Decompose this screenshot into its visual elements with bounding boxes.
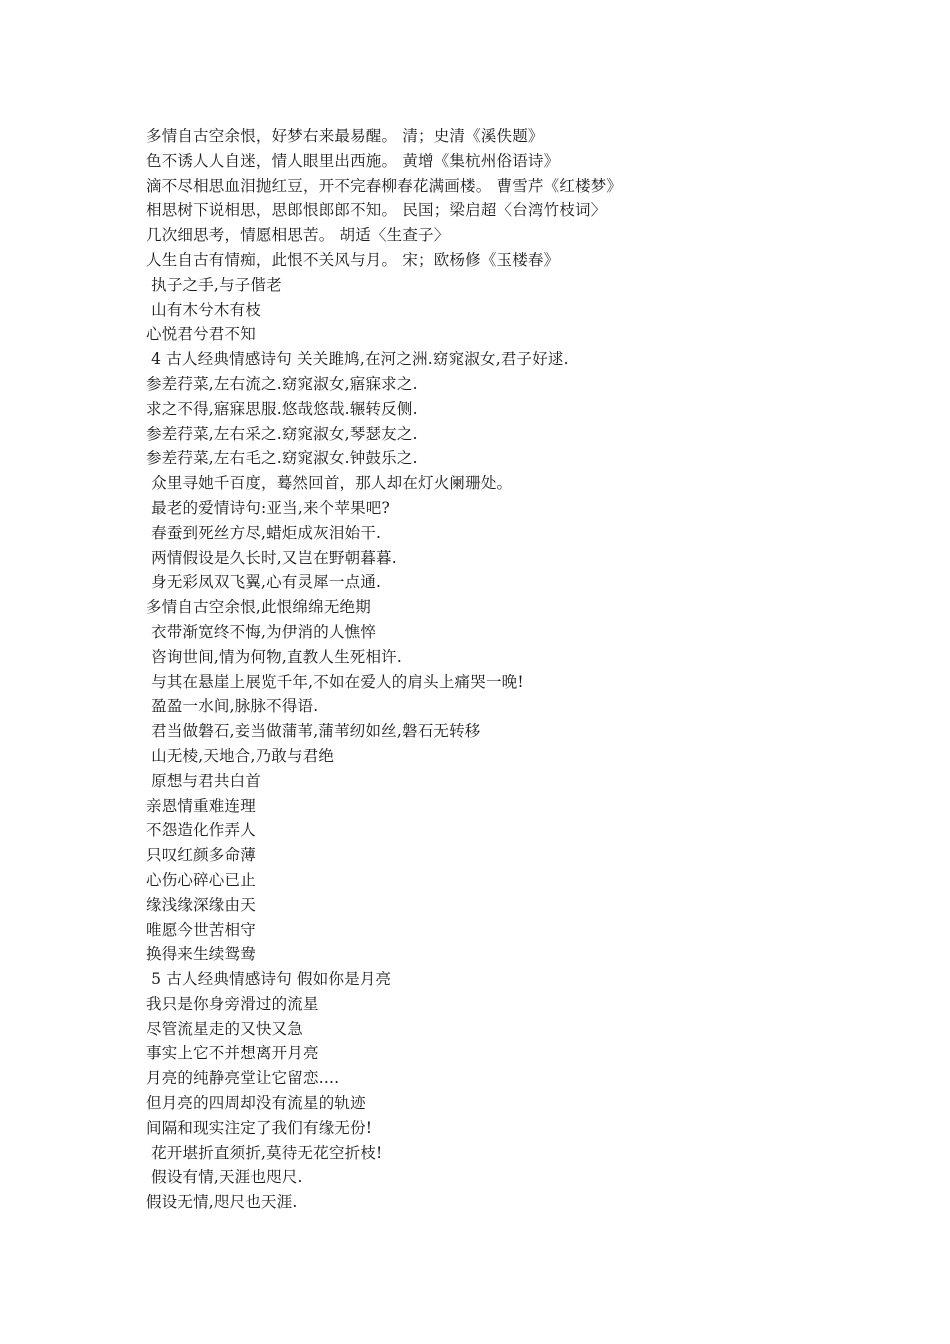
text-line: 多情自古空余恨,此恨绵绵无绝期 [146, 598, 371, 617]
text-line: 盈盈一水间,脉脉不得语. [146, 697, 319, 716]
text-line: 换得来生续鸳鸯 [146, 945, 256, 964]
text-line: 参差荇菜,左右采之.窈窕淑女,琴瑟友之. [146, 424, 418, 443]
text-line: 不怨造化作弄人 [146, 821, 256, 840]
text-line: 君当做磐石,妾当做蒲苇,蒲苇纫如丝,磐石无转移 [146, 722, 481, 741]
text-line: 色不诱人人自迷，情人眼里出西施。 黄增《集杭州俗语诗》 [146, 151, 560, 170]
text-line: 缘浅缘深缘由天 [146, 895, 256, 914]
text-line: 最老的爱情诗句:亚当,来个苹果吧? [146, 498, 390, 517]
text-line: 我只是你身旁滑过的流星 [146, 994, 319, 1013]
text-line: 假设有情,天涯也咫尺. [146, 1168, 303, 1187]
text-line: 人生自古有情痴，此恨不关风与月。 宋；欧杨修《玉楼春》 [146, 250, 560, 269]
text-line: 唯愿今世苦相守 [146, 920, 256, 939]
text-line: 但月亮的四周却没有流星的轨迹 [146, 1094, 366, 1113]
text-line: 4 古人经典情感诗句 关关雎鸠,在河之洲.窈窕淑女,君子好逑. [146, 350, 569, 369]
text-line: 心悦君兮君不知 [146, 325, 256, 344]
text-line: 求之不得,寤寐思服.悠哉悠哉.辗转反侧. [146, 399, 418, 418]
text-line: 相思树下说相思，思郎恨郎郎不知。 民国；梁启超〈台湾竹枝词〉 [146, 201, 607, 220]
text-line: 亲恩情重难连理 [146, 796, 256, 815]
text-line: 与其在悬崖上展览千年,不如在爱人的肩头上痛哭一晚! [146, 672, 524, 691]
text-line: 咨询世间,情为何物,直教人生死相许. [146, 647, 403, 666]
text-line: 山有木兮木有枝 [146, 300, 262, 319]
text-line: 山无棱,天地合,乃敢与君绝 [146, 746, 335, 765]
text-line: 尽管流星走的又快又急 [146, 1019, 304, 1038]
text-line: 花开堪折直须折,莫待无花空折枝! [146, 1143, 383, 1162]
text-line: 多情自古空余恨，好梦右来最易醒。 清；史清《溪佚题》 [146, 127, 544, 145]
text-line: 间隔和现实注定了我们有缘无份! [146, 1118, 373, 1137]
text-line: 执子之手,与子偕老 [146, 275, 282, 294]
text-line: 只叹红颜多命薄 [146, 846, 256, 865]
text-line: 滴不尽相思血泪抛红豆，开不完春柳春花满画楼。 曹雪芹《红楼梦》 [146, 176, 623, 195]
text-line: 几次细思考，情愿相思苦。 胡适〈生查子〉 [146, 226, 450, 245]
text-line: 假设无情,咫尺也天涯. [146, 1193, 298, 1212]
text-line: 月亮的纯静亮堂让它留恋.... [146, 1069, 340, 1088]
text-line: 参差荇菜,左右毛之.窈窕淑女.钟鼓乐之. [146, 449, 418, 468]
text-line: 衣带渐宽终不悔,为伊消的人憔悴 [146, 622, 377, 641]
text-line: 原想与君共白首 [146, 771, 262, 790]
text-line: 参差荇菜,左右流之.窈窕淑女,寤寐求之. [146, 374, 418, 393]
text-line: 身无彩凤双飞翼,心有灵犀一点通. [146, 573, 382, 592]
text-line: 两情假设是久长时,又岂在野朝暮暮. [146, 548, 397, 567]
text-line: 5 古人经典情感诗句 假如你是月亮 [146, 970, 392, 989]
text-line: 事实上它不并想离开月亮 [146, 1044, 319, 1063]
text-line: 众里寻她千百度，蓦然回首，那人却在灯火阑珊处。 [146, 474, 513, 493]
text-line: 春蚕到死丝方尽,蜡炬成灰泪始干. [146, 523, 382, 542]
text-line: 心伤心碎心已止 [146, 870, 256, 889]
poem-lines [146, 124, 846, 1215]
